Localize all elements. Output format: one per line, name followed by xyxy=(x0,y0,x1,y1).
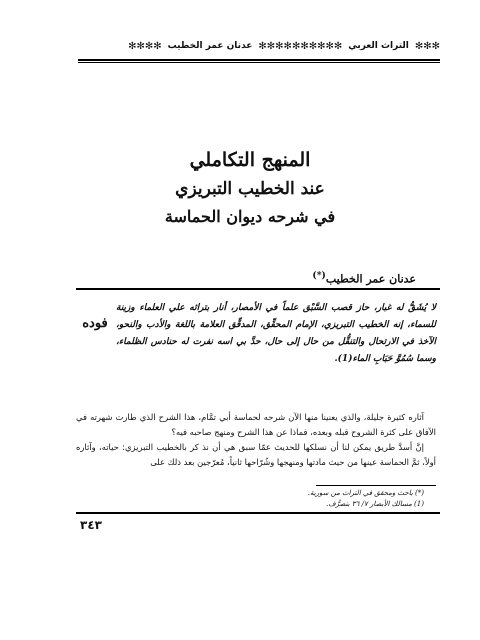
page-number: ٣٤٣ xyxy=(80,518,102,532)
title-line-1: المنهج التكاملي xyxy=(189,149,311,171)
footnotes xyxy=(200,488,424,510)
header-stars-middle: ✻✻✻✻✻✻✻✻✻✻ xyxy=(258,40,343,52)
footnote: (1) مسالك الأبصار ٧/ ٣٦ بتصرُّف. xyxy=(326,500,424,508)
foreword-text: لا يُشَقُّ له غبار، حاز قصب السَّبْق علماً في الأمصار، أنار بتراثه علي العلماء وزينة للسماء، إنه الخطيب التبريزي، الإمام المحقِّق، المدقِّق العلامة باللغة والأدب والنحو، الآخذ في الارتحال والتنقُّل من حال إلى حال، حدَّ بي اسه نفرت له حنادس الظلماء، وسما سُمُوَّ حَبَابِ الماء(1). xyxy=(116,303,436,364)
article-title xyxy=(80,145,420,231)
paragraph: إنَّ أسدَّ طريق يمكن لنا أن نسلكها للحديث عمّا سبق هي أن نذ كر بالخطيب التبريزي: حياته، وآثاره أولاً، ثمَّ الحماسة عينها من حيث مادتها ومنهجها وشُرّاحها ثانياً، مُعرّجين بعد ذلك على xyxy=(76,442,436,467)
running-header xyxy=(78,38,440,54)
footnote-rule xyxy=(316,485,436,486)
paragraph: آثاره كثيرة جليلة، والذي يعنينا منها الآن شرحه لحماسة أبي تمَّام، هذا الشرح الذي طارت شهرته في الآفاق على كثرة الشروح قبله وبعده، فماذا عن هذا الشرح ومنهج صاحبه فيه؟ xyxy=(76,412,436,437)
author-name: عدنان عمر الخطيب xyxy=(325,272,416,286)
header-rule-thin xyxy=(78,62,440,63)
author-footnote-marker: (*) xyxy=(312,270,326,281)
header-rule xyxy=(78,59,440,61)
foreword xyxy=(78,300,436,368)
title-line-3: في شرحه ديوان الحماسة xyxy=(164,207,336,226)
footnote: (*) باحث ومحقق في التراث من سورية. xyxy=(307,489,424,497)
journal-title: التراث العربي xyxy=(348,41,409,51)
header-author-name: عدنان عمر الخطيب xyxy=(167,41,253,51)
header-stars-right: ✻✻✻ xyxy=(414,40,440,52)
author-line xyxy=(312,270,416,286)
body-text xyxy=(76,410,436,470)
title-line-2: عند الخطيب التبريزي xyxy=(175,179,325,199)
foreword-label: فوده xyxy=(82,316,108,331)
bottom-rule xyxy=(76,512,440,514)
author-rule xyxy=(76,288,440,290)
header-stars-left: ✻✻✻✻ xyxy=(128,40,162,52)
